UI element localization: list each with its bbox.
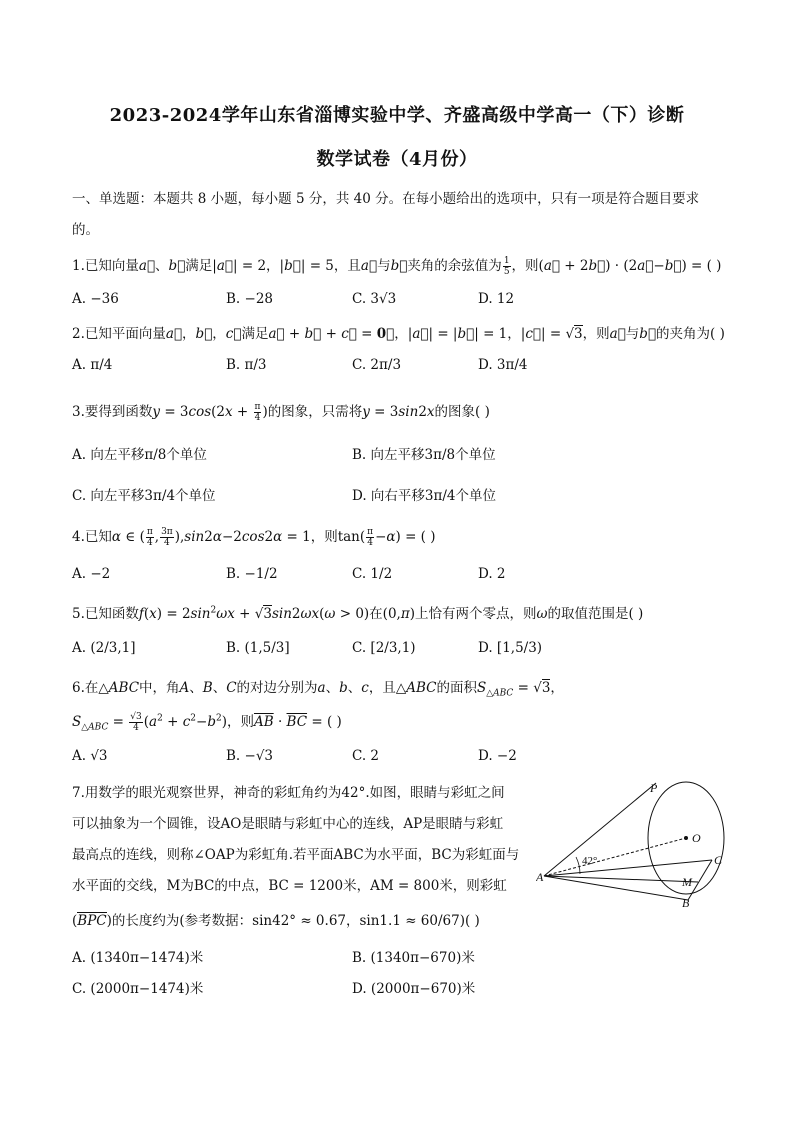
label-o: O — [692, 831, 701, 845]
label-m: M — [682, 875, 692, 889]
section-header-line2: 的。 — [72, 222, 99, 238]
question-5-stem: 5.已知函数$f(x) = 2\sin^2\omega x + √3\sin 2\omega x(\omega > 0)$在(0,π)上恰有两个零点，则ω的取值范围是( ) — [72, 605, 644, 622]
page-title-line1: 2023-2024学年山东省淄博实验中学、齐盛高级中学高一（下）诊断 — [109, 105, 685, 126]
question-1-option-c[interactable]: C. 3√3 — [352, 291, 397, 307]
question-3-option-d[interactable]: D. 向右平移3π/4个单位 — [352, 488, 497, 504]
question-4-option-a[interactable]: A. −2 — [72, 566, 111, 582]
label-b: B — [682, 896, 690, 908]
cone-figure — [536, 780, 726, 908]
label-angle: 42° — [582, 855, 598, 867]
question-1-stem: 1.已知向量a⃗、b⃗满足|a⃗| = 2，|b⃗| = 5，且a⃗与b⃗夹角的余弦值为 $\frac{1}{5}$ ，则(a⃗ + 2b⃗) · (2a⃗−b⃗) = ( ) — [72, 256, 722, 277]
section-header-line1: 一、单选题：本题共 8 小题，每小题 5 分，共 40 分。在每小题给出的选项中，只有一项是符合题目要求 — [72, 191, 700, 207]
question-5-option-c[interactable]: C. [2/3,1) — [352, 640, 416, 656]
question-4-option-c[interactable]: C. 1/2 — [352, 566, 393, 582]
label-c: C — [714, 853, 723, 867]
line-ao — [544, 838, 686, 876]
question-7-stem-line2: 可以抽象为一个圆锥，设AO是眼睛与彩虹中心的连线，AP是眼睛与彩虹 — [72, 816, 504, 832]
question-7-stem-line1: 7.用数学的眼光观察世界，神奇的彩虹角约为42°.如图，眼睛与彩虹之间 — [72, 785, 505, 801]
line-ap — [544, 783, 656, 876]
question-7-stem-line4: 水平面的交线，M为BC的中点，BC = 1200米，AM = 800米，则彩虹 — [72, 878, 507, 894]
question-3-stem: 3.要得到函数y = 3cos(2x + $\frac{\pi}{4}$ )的图象，只需将y = 3sin2x的图象( ) — [72, 402, 490, 423]
question-6-option-a[interactable]: A. √3 — [72, 748, 108, 764]
question-1-option-b[interactable]: B. −28 — [226, 291, 273, 307]
question-3-option-b[interactable]: B. 向左平移3π/8个单位 — [352, 447, 496, 463]
question-2-option-b[interactable]: B. π/3 — [226, 357, 267, 373]
question-6-stem-line1: 6.在△ABC中，角A、B、C的对边分别为a、b、c，且△ABC的面积$S_{\triangle ABC} = √3$， — [72, 680, 564, 699]
question-1-option-d[interactable]: D. 12 — [478, 291, 515, 307]
question-4-stem: 4.已知α ∈ ( $\frac{\pi}{4}$ , $\frac{3\pi}{4}$ ),sin2α−2cos2α = 1，则tan( $\frac{\pi}{4}$ −α) = ( ) — [72, 527, 436, 548]
line-am — [544, 876, 698, 882]
question-7-stem-line5: (BPC)的长度约为(参考数据：sin42° ≈ 0.67，sin1.1 ≈ 60/67)( ) — [72, 913, 480, 929]
question-3-option-c[interactable]: C. 向左平移3π/4个单位 — [72, 488, 216, 504]
question-2-option-a[interactable]: A. π/4 — [72, 357, 113, 373]
question-6-option-d[interactable]: D. −2 — [478, 748, 517, 764]
question-7-option-d[interactable]: D. (2000π−670)米 — [352, 981, 476, 997]
question-6-option-c[interactable]: C. 2 — [352, 748, 380, 764]
question-7-option-b[interactable]: B. (1340π−670)米 — [352, 950, 475, 966]
question-6-stem-line2: $S_{\triangle ABC}$ = $\frac{√3}{4}$ $(a^2 + c^2-b^2)$，则$\overline{AB} \cdot \overline{BC}$ = ( ) — [72, 712, 342, 733]
question-4-option-b[interactable]: B. −1/2 — [226, 566, 278, 582]
question-1-option-a[interactable]: A. −36 — [72, 291, 119, 307]
question-5-option-a[interactable]: A. (2/3,1] — [72, 640, 136, 656]
label-a: A — [536, 870, 544, 884]
line-ab — [544, 876, 688, 900]
question-2-option-c[interactable]: C. 2π/3 — [352, 357, 402, 373]
point-o — [684, 836, 688, 840]
page-title-line2: 数学试卷（4月份） — [316, 149, 478, 170]
question-5-option-b[interactable]: B. (1,5/3] — [226, 640, 290, 656]
question-6-option-b[interactable]: B. −√3 — [226, 748, 274, 764]
question-7-option-a[interactable]: A. (1340π−1474)米 — [72, 950, 204, 966]
question-4-option-d[interactable]: D. 2 — [478, 566, 506, 582]
arc-bpc-label: BPC — [77, 913, 107, 929]
question-7-stem-line3: 最高点的连线，则称∠OAP为彩虹角.若平面ABC为水平面，BC为彩虹面与 — [72, 847, 520, 863]
question-3-option-a[interactable]: A. 向左平移π/8个单位 — [72, 447, 207, 463]
question-7-option-c[interactable]: C. (2000π−1474)米 — [72, 981, 204, 997]
label-p: P — [650, 781, 658, 795]
question-2-option-d[interactable]: D. 3π/4 — [478, 357, 528, 373]
angle-arc — [576, 857, 580, 874]
question-5-option-d[interactable]: D. [1,5/3) — [478, 640, 543, 656]
line-ac — [544, 860, 712, 876]
question-2-stem: 2.已知平面向量a⃗，b⃗，c⃗满足a⃗ + b⃗ + c⃗ = 0⃗，|a⃗| = |b⃗| = 1，|c⃗| = √3，则a⃗与b⃗的夹角为( ) — [72, 326, 725, 342]
